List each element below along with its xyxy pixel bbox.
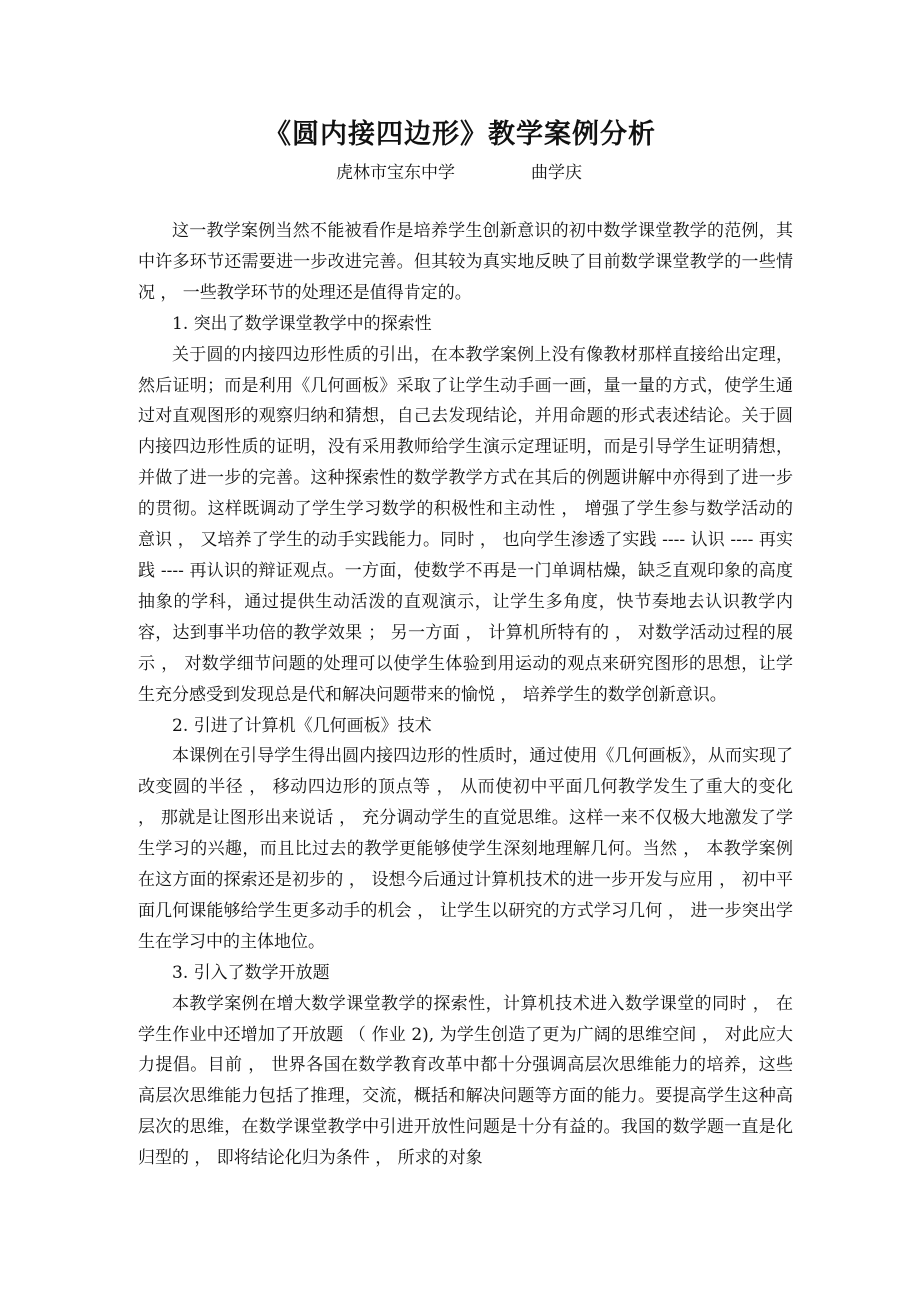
section-heading-1: 1. 突出了数学课堂教学中的探索性 <box>172 313 432 334</box>
paragraph-intro: 这一教学案例当然不能被看作是培养学生创新意识的初中数学课堂教学的范例，其中许多环节还需要进一步改进完善。但其较为真实地反映了目前数学课堂教学的一些情况 ， 一些教学环节的处理还是值得肯定的。 <box>138 221 793 303</box>
paragraph-section-1: 关于圆的内接四边形性质的引出，在本教学案例上没有像教材那样直接给出定理，然后证明；而是利用《几何画板》采取了让学生动手画一画，量一量的方式，使学生通过对直观图形的观察归纳和猜想，自己去发现结论，并用命题的形式表述结论。关于圆内接四边形性质的证明，没有采用教师给学生演示定理证明，而是引导学生证明猜想，并做了进一步的完善。这种探索性的数学教学方式在其后的例题讲解中亦得到了进一步的贯彻。这样既调动了学生学习数学的积极性和主动性 ， 增强了学生参与数学活动的意识 ， 又培养了学生的动手实践能力。同时 ， 也向学生渗透了实践 ---- 认识 ---- 再实践 ---- 再认识的辩证观点。一方面，使数学不再是一门单调枯燥，缺乏直观印象的高度抽象的学科，通过提供生动活泼的直观演示，让学生多角度，快节奏地去认识教学内容，达到事半功倍的教学效果 ； 另一方面 ， 计算机所特有的 ， 对数学活动过程的展示 ， 对数学细节问题的处理可以使学生体验到用运动的观点来研究图形的思想，让学生充分感受到发现总是代和解决问题带来的愉悦 ， 培养学生的数学创新意识。 <box>138 344 793 705</box>
author-name: 曲学庆 <box>531 163 582 183</box>
paragraph-section-3: 本教学案例在增大数学课堂教学的探索性，计算机技术进入数学课堂的同时 ， 在学生作业中还增加了开放题 （ 作业 2), 为学生创造了更为广阔的思维空间 ， 对此应大力提倡。目前 ， 世界各国在数学教育改革中都十分强调高层次思维能力的培养，这些高层次思维能力包括了推理，交流，概括和解决问题等方面的能力。要提高学生这种高层次的思维，在数学课堂教学中引进开放性问题是十分有益的。我国的数学题一直是化归型的 ， 即将结论化归为条件 ， 所求的对象 <box>138 993 793 1169</box>
section-heading-3: 3. 引入了数学开放题 <box>172 962 330 983</box>
document-body <box>138 216 793 1174</box>
section-heading-2: 2. 引进了计算机《几何画板》技术 <box>172 715 432 736</box>
school-name: 虎林市宝东中学 <box>336 163 455 183</box>
document-title: 《圆内接四边形》教学案例分析 <box>264 119 656 150</box>
paragraph-section-2: 本课例在引导学生得出圆内接四边形的性质时，通过使用《几何画板》，从而实现了改变圆的半径 ， 移动四边形的顶点等 ， 从而使初中平面几何教学发生了重大的变化 ， 那就是让图形出来说话 ， 充分调动学生的直觉思维。这样一来不仅极大地激发了学生学习的兴趣，而且比过去的教学更能够使学生深刻地理解几何。当然 ， 本教学案例在这方面的探索还是初步的 ， 设想今后通过计算机技术的进一步开发与应用 ， 初中平面几何课能够给学生更多动手的机会 ， 让学生以研究的方式学习几何 ， 进一步突出学生在学习中的主体地位。 <box>138 746 793 952</box>
